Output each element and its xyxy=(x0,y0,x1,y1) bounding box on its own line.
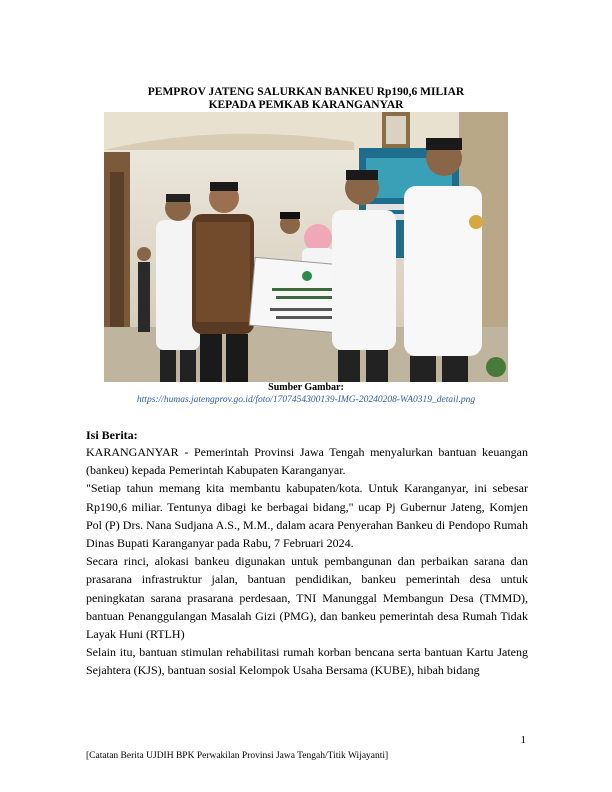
photo-credit-url[interactable]: https://humas.jatengprov.go.id/foto/1707454300139-IMG-20240208-WA0319_detail.png xyxy=(136,395,476,405)
paragraph-4: Selain itu, bantuan stimulan rehabilitasi rumah korban bencana serta bantuan Kartu Jateng Sejahtera (KJS), bantuan sosial Kelompok Usaha Bersama (KUBE), hibah bidang xyxy=(86,645,528,678)
paragraph-2: "Setiap tahun memang kita membantu kabupaten/kota. Untuk Karanganyar, ini sebesar Rp190,6 miliar. Tentunya dibagi ke berbagai bidang," ucap Pj Gubernur Jateng, Komjen Pol (P) Drs. Nana Sudjana A.S., M.M., dalam acara Penyerahan Bankeu di Pendopo Rumah Dinas Bupati Karanganyar pada Rabu, 7 Februari 2024. xyxy=(86,481,528,551)
news-photo xyxy=(104,112,508,382)
paragraph-1: KARANGANYAR - Pemerintah Provinsi Jawa Tengah menyalurkan bantuan keuangan (bankeu) kepada Pemerintah Kabupaten Karanganyar. xyxy=(86,445,528,478)
article-body xyxy=(86,443,528,680)
photo-credit-label: Sumber Gambar xyxy=(268,382,341,393)
footer-note: [Catatan Berita UJDIH BPK Perwakilan Provinsi Jawa Tengah/Titik Wijayanti] xyxy=(86,751,389,761)
photo-credit: Sumber Gambar: https://humas.jatengprov.go.id/foto/1707454300139-IMG-20240208-WA0319_detail.png xyxy=(0,382,612,406)
page-number: 1 xyxy=(520,734,526,746)
document-title xyxy=(0,86,612,112)
paragraph-3: Secara rinci, alokasi bankeu digunakan untuk pembangunan dan perbaikan sarana dan prasarana infrastruktur jalan, bantuan pendidikan, bankeu pemerintah desa untuk peningkatan sarana prasarana perdesaan, TNI Manunggal Membangun Desa (TMMD), bantuan Penanggulangan Masalah Gizi (PMG), dan bankeu pemerintah desa Rumah Tidak Layak Huni (RTLH) xyxy=(86,554,528,642)
title-line-2: KEPADA PEMKAB KARANGANYAR xyxy=(208,99,404,111)
section-heading: Isi Berita: xyxy=(86,428,138,442)
title-line-1: PEMPROV JATENG SALURKAN BANKEU Rp190,6 MILIAR xyxy=(147,86,465,98)
